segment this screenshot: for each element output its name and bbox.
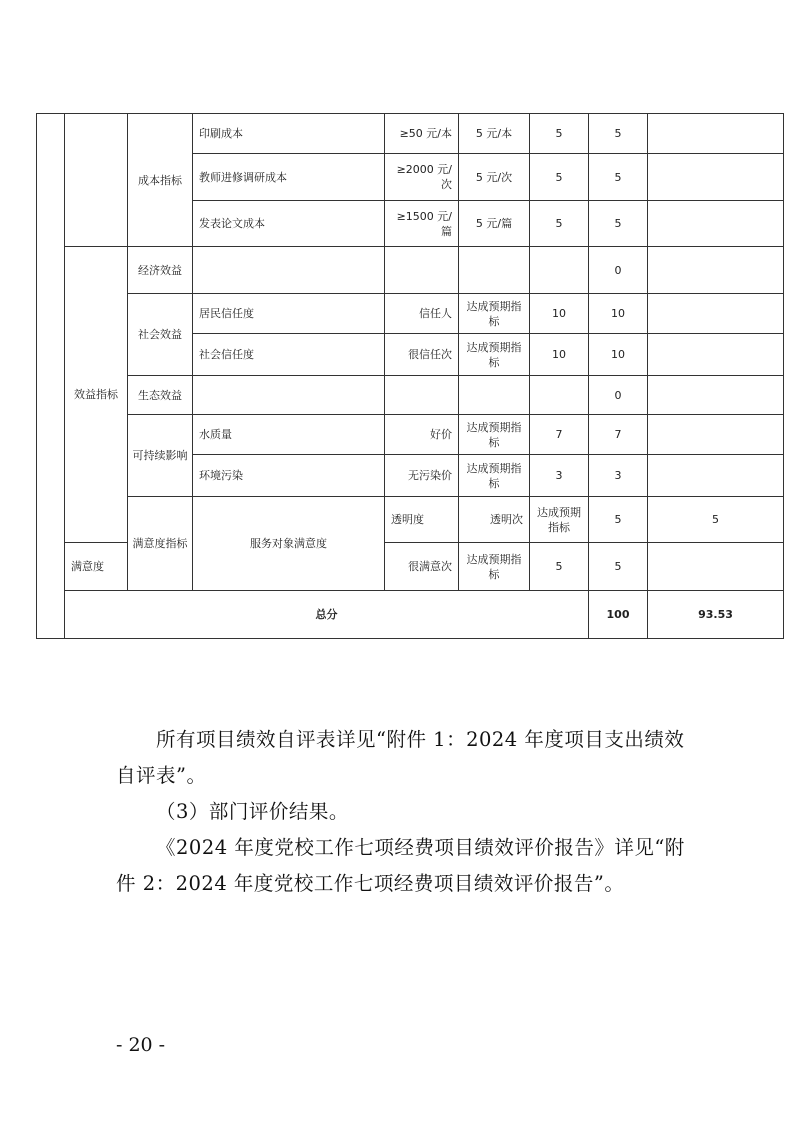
economic-category: 经济效益	[128, 247, 193, 294]
score-value: 7	[589, 415, 648, 455]
satisfaction-label: 满意度指标	[128, 497, 193, 591]
target-value: 无污染价	[385, 455, 459, 497]
target-value: ≥50 元/本	[385, 114, 459, 154]
target-value: 很信任次	[385, 334, 459, 376]
weight-value: 10	[530, 294, 589, 334]
paragraph-section-3: （3）部门评价结果。	[156, 800, 349, 823]
score-value: 3	[589, 455, 648, 497]
weight-value	[530, 376, 589, 415]
weight-value: 3	[530, 455, 589, 497]
actual-value	[459, 247, 530, 294]
social-category: 社会效益	[128, 294, 193, 376]
weight-value	[530, 247, 589, 294]
actual-value: 5 元/本	[459, 114, 530, 154]
weight-value: 5	[530, 201, 589, 247]
target-value: 好价	[385, 415, 459, 455]
score-value: 0	[589, 247, 648, 294]
indicator-name: 透明度	[385, 497, 459, 543]
target-value: 很满意次	[385, 543, 459, 591]
score-value: 5	[589, 114, 648, 154]
target-value: 信任人	[385, 294, 459, 334]
score-value: 10	[589, 334, 648, 376]
table-row	[37, 294, 784, 334]
benefit-label: 效益指标	[65, 247, 128, 543]
remark-cell	[648, 294, 784, 334]
score-value: 5	[589, 154, 648, 201]
weight-value: 10	[530, 334, 589, 376]
remark-cell	[648, 154, 784, 201]
indicator-name	[193, 247, 385, 294]
outer-category-cell	[37, 114, 65, 639]
score-value: 5	[589, 543, 648, 591]
indicator-name: 环境污染	[193, 455, 385, 497]
total-row	[37, 591, 784, 639]
target-value	[385, 376, 459, 415]
page-number: - 20 -	[116, 1034, 166, 1056]
actual-value: 达成预期指标	[459, 294, 530, 334]
table-row	[37, 376, 784, 415]
actual-value: 5 元/次	[459, 154, 530, 201]
total-label: 总分	[65, 591, 589, 639]
score-value: 5	[589, 201, 648, 247]
weight-value: 5	[530, 154, 589, 201]
table-row	[37, 114, 784, 154]
remark-cell	[648, 114, 784, 154]
weight-value: 5	[530, 114, 589, 154]
indicator-name: 水质量	[193, 415, 385, 455]
weight-value: 5	[589, 497, 648, 543]
target-value: 透明次	[459, 497, 530, 543]
indicator-name: 居民信任度	[193, 294, 385, 334]
indicator-name: 满意度	[65, 543, 128, 591]
score-value: 10	[589, 294, 648, 334]
indicator-name: 印刷成本	[193, 114, 385, 154]
indicator-name: 发表论文成本	[193, 201, 385, 247]
actual-value	[459, 376, 530, 415]
indicator-name: 社会信任度	[193, 334, 385, 376]
actual-value: 达成预期指标	[459, 543, 530, 591]
paragraph-attachment-1: 所有项目绩效自评表详见“附件 1：2024 年度项目支出绩效自评表”。	[116, 728, 685, 787]
total-score: 93.53	[648, 591, 784, 639]
ecological-category: 生态效益	[128, 376, 193, 415]
paragraph-attachment-2: 《2024 年度党校工作七项经费项目绩效评价报告》详见“附件 2：2024 年度党校工作七项经费项目绩效评价报告”。	[116, 836, 685, 895]
table-row	[37, 415, 784, 455]
actual-value: 达成预期指标	[459, 455, 530, 497]
remark-cell	[648, 455, 784, 497]
indicator-name	[193, 376, 385, 415]
remark-cell	[648, 334, 784, 376]
target-value: ≥2000 元/次	[385, 154, 459, 201]
cost-category: 成本指标	[128, 114, 193, 247]
score-value: 0	[589, 376, 648, 415]
score-value: 5	[648, 497, 784, 543]
remark-cell	[648, 415, 784, 455]
weight-value: 5	[530, 543, 589, 591]
actual-value: 达成预期指标	[459, 334, 530, 376]
weight-value: 7	[530, 415, 589, 455]
target-value	[385, 247, 459, 294]
sub-category-cell	[65, 114, 128, 247]
remark-cell	[648, 201, 784, 247]
remark-cell	[648, 543, 784, 591]
performance-indicator-table	[36, 113, 784, 639]
actual-value: 5 元/篇	[459, 201, 530, 247]
actual-value: 达成预期指标	[459, 415, 530, 455]
table-row	[37, 247, 784, 294]
sustainable-category: 可持续影响	[128, 415, 193, 497]
remark-cell	[648, 247, 784, 294]
satisfaction-category: 服务对象满意度	[193, 497, 385, 591]
target-value: ≥1500 元/篇	[385, 201, 459, 247]
actual-value: 达成预期指标	[530, 497, 589, 543]
total-weight: 100	[589, 591, 648, 639]
remark-cell	[648, 376, 784, 415]
indicator-name: 教师进修调研成本	[193, 154, 385, 201]
table-row	[37, 497, 784, 543]
